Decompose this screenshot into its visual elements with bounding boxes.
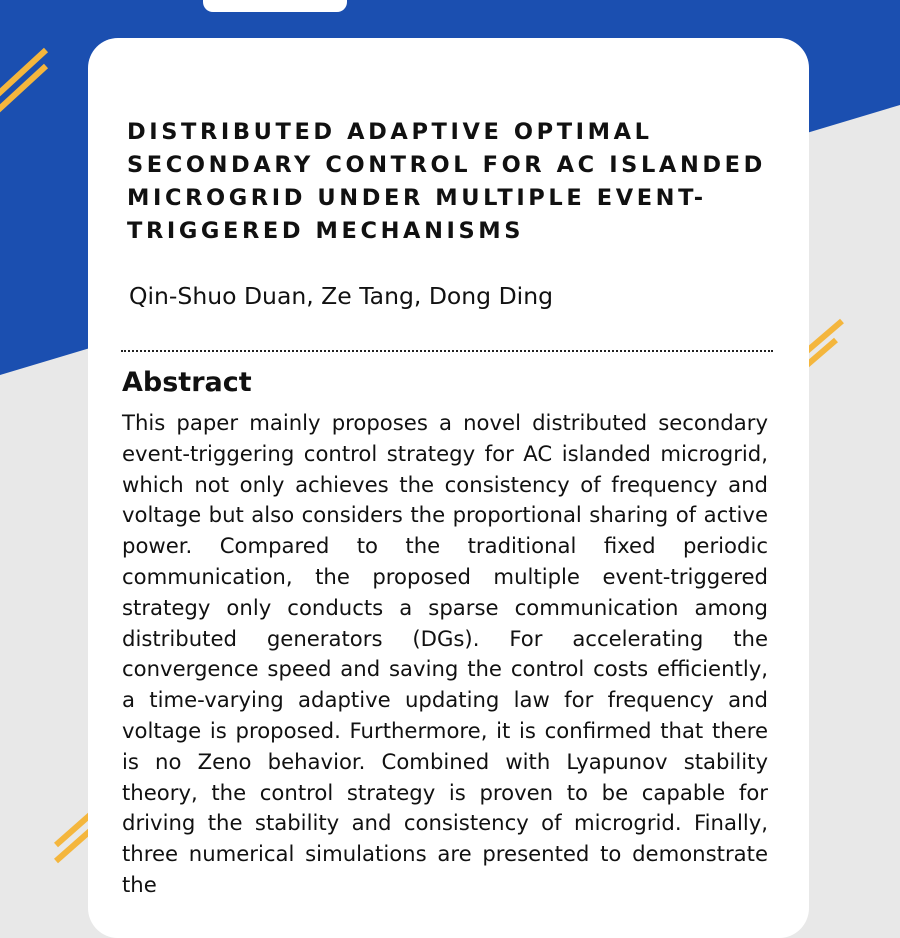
- stripes-bottom-left: [56, 815, 90, 861]
- paper-title: DISTRIBUTED ADAPTIVE OPTIMAL SECONDARY CONTROL FOR AC ISLANDED MICROGRID UNDER MULTIPLE EVENT-TRIGGERED MECHANISMS: [127, 119, 766, 244]
- abstract-text: This paper mainly proposes a novel distributed secondary event-triggering control strategy for AC islanded microgrid, which not only achieves the consistency of frequency and voltage but also considers the proportional sharing of active power. Compared to the traditional fixed periodic communication, the proposed multiple event-triggered strategy only conducts a sparse communication among distributed generators (DGs). For accelerating the convergence speed and saving the control costs efficiently, a time-varying adaptive updating law for frequency and voltage is proposed. Furthermore, it is confirmed that there is no Zeno behavior. Combined with Lyapunov stability theory, the control strategy is proven to be capable for driving the stability and consistency of microgrid. Finally, three numerical simulations are presented to demonstrate the: [122, 410, 768, 897]
- abstract-heading: Abstract: [122, 367, 252, 398]
- top-tab-decoration: [203, 0, 347, 12]
- paper-authors: Qin-Shuo Duan, Ze Tang, Dong Ding: [129, 282, 554, 310]
- dotted-divider: [121, 350, 773, 352]
